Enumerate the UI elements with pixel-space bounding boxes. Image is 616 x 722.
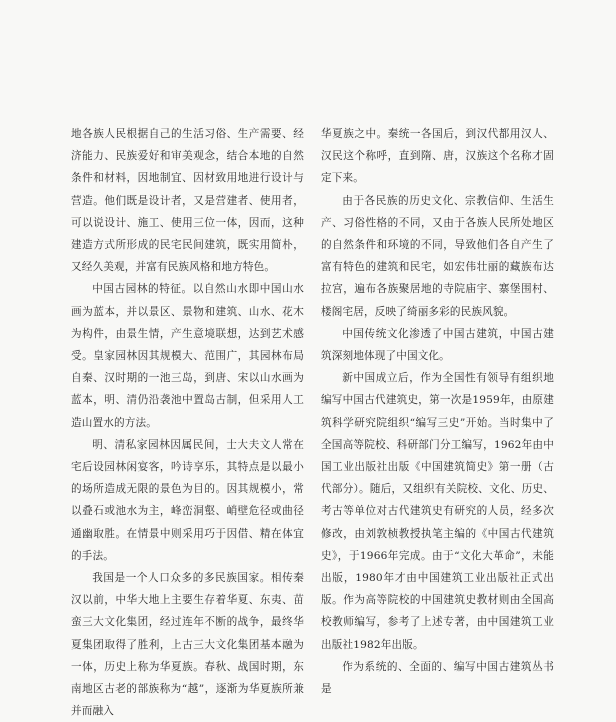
paragraph: 作为系统的、全面的、编写中国古建筑丛书是 <box>321 660 554 696</box>
paragraph: 中国古园林的特征。以自然山水即中国山水画为蓝本，并以景区、景物和建筑、山水、花木为构件，由景生情，产生意境联想，达到艺术感受。皇家园林因其规模大、范围广，其园林布局自秦、汉时期的一池三岛，到唐、宋以山水画为蓝本，明、清仍沿袭池中置岛古制，但采用人工造山置水的方法。 <box>71 283 304 429</box>
paragraph: 地各族人民根据自己的生活习俗、生产需要、经济能力、民族爱好和审美观念，结合本地的自然条件和材料，因地制宜、因材致用地进行设计与营造。他们既是设计者，又是营建者、使用者，可以说设计、施工、使用三位一体，因而，这种建造方式所形成的民宅民间建筑，既实用简朴，又经久美观，并富有民族风格和地方特色。 <box>71 128 304 274</box>
paragraph: 华夏族之中。秦统一各国后，到汉代都用汉人、汉民这个称呼，直到隋、唐，汉族这个名称才固定下来。 <box>321 128 554 185</box>
paragraph: 新中国成立后，作为全国性有领导有组织地编写中国古代建筑史，第一次是1959年，由原建筑科学研究院组织“编写三史”开始。当时集中了全国高等院校、科研部门分工编写，1962年由中国工业出版社出版《中国建筑简史》第一册（古代部分）。随后，又组织有关院校、文化、历史、考古等单位对古代建筑史有研究的人员，经多次修改，由刘敦桢教授执笔主编的《中国古代建筑史》，于1966年完成。由于“文化大革命”，未能出版，1980年才由中国建筑工业出版社正式出版。作为高等院校的中国建筑史教材则由全国高校教师编写，参考了上述专著，由中国建筑工业出版社1982年出版。 <box>321 372 554 651</box>
paragraph: 由于各民族的历史文化、宗教信仰、生活生产、习俗性格的不同，又由于各族人民所处地区的自然条件和环境的不同，导致他们各自产生了富有特色的建筑和民宅，如宏伟壮丽的藏族布达拉宫，遍布各族聚居地的寺院庙宇、寨堡围村、楼阁宅居，反映了绮丽多彩的民族风貌。 <box>321 194 554 318</box>
left-text-column <box>71 123 304 722</box>
right-text-column <box>321 123 554 700</box>
paragraph: 我国是一个人口众多的多民族国家。相传秦汉以前，中华大地上主要生存着华夏、东夷、苗蛮三大文化集团，经过连年不断的战争，最终华夏集团取得了胜利，上古三大文化集团基本融为一体，历史上称为华夏族。春秋、战国时期，东南地区古老的部族称为“越”，逐渐为华夏族所兼并而融入 <box>71 572 304 718</box>
paragraph: 明、清私家园林因属民间，士大夫文人常在宅后设园林闲宴客，吟诗享乐，其特点是以最小的场所造成无限的景色为目的。因其规模小，常以叠石或池水为主，峰峦洞壑、峭壁危径或曲径通幽取胜。在情景中则采用巧于因借、精在体宜的手法。 <box>71 438 304 562</box>
paragraph: 中国传统文化渗透了中国古建筑，中国古建筑深刻地体现了中国文化。 <box>321 327 554 363</box>
